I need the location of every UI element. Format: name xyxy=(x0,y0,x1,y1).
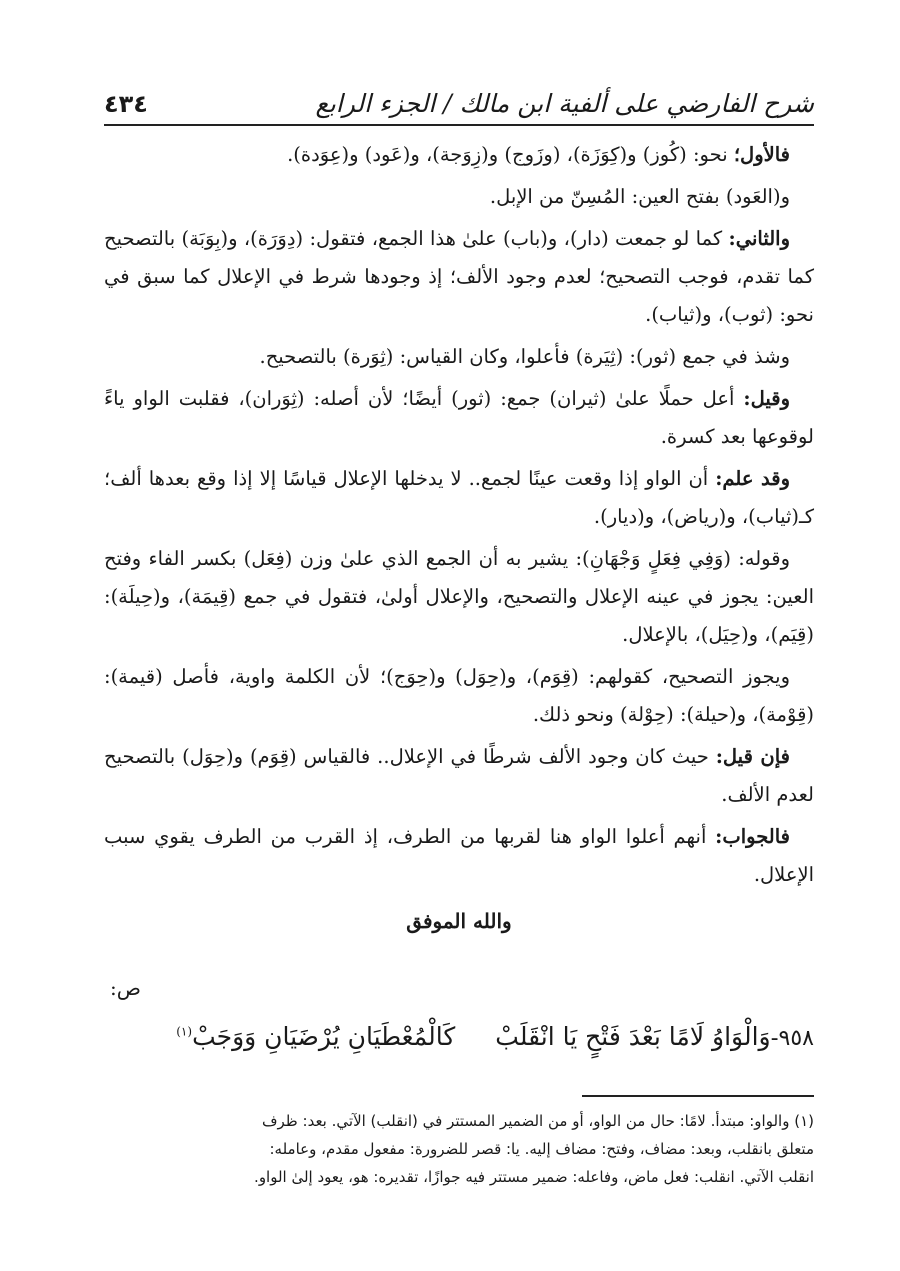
paragraph-text: نحو: (كُوز) و(كِوَزَة)، (وزَوج) و(زِوَجة)، و(عَود) و(عِوَدة). xyxy=(287,143,734,166)
running-header xyxy=(104,70,814,126)
verse-hemistich-2: كَالْمُعْطَيَانِ يُرْضَيَانِ وَوَجَبْ xyxy=(192,1022,456,1051)
verse-number: ٩٥٨- xyxy=(770,1026,814,1051)
verse-first-half xyxy=(495,1022,814,1051)
paragraph-lead: والثاني: xyxy=(728,227,790,250)
paragraph xyxy=(104,460,814,536)
book-title: شرح الفارضي على ألفية ابن مالك / الجزء الرابع xyxy=(315,89,814,118)
paragraph-text: ويجوز التصحيح، كقولهم: (قِوَم)، و(حِوَل) و(حِوَج)؛ لأن الكلمة واوية، فأصل (قيمة): (قِوْمة)، و(حيلة): (حِوْلة) ونحو ذلك. xyxy=(104,665,814,726)
footnote-reference: (١) xyxy=(176,1024,193,1039)
main-text xyxy=(104,136,814,940)
paragraph xyxy=(104,338,814,376)
paragraph-lead: فالأول؛ xyxy=(733,143,790,166)
paragraph xyxy=(104,818,814,894)
paragraph-text: أن الواو إذا وقعت عينًا لجمع.. لا يدخلها الإعلال قياسًا إلا إذا وقع بعدها ألف؛ كـ(ثياب)، و(رياض)، و(ديار). xyxy=(104,467,814,528)
footnote-line: انقلب الآتي. انقلب: فعل ماض، وفاعله: ضمير مستتر فيه جوازًا، تقديره: هو، يعود إلىٰ الواو. xyxy=(254,1168,814,1186)
paragraph-text: أعل حملًا علىٰ (ثيران) جمع: (ثور) أيضًا؛ لأن أصله: (ثِوَران)، فقلبت الواو ياءً لوقوعها بعد كسرة. xyxy=(104,387,814,448)
paragraph-text: كما لو جمعت (دار)، و(باب) علىٰ هذا الجمع، فتقول: (دِوَرَة)، و(بِوَبَة) بالتصحيح كما تقدم، فوجب التصحيح؛ لعدم وجود الألف؛ إذ وجودها شرط في الإعلال كما سبق في نحو: (ثوب)، و(ثياب). xyxy=(104,227,814,326)
paragraph-text: وقوله: (وَفِي فِعَلٍ وَجْهَانِ): يشير به أن الجمع الذي علىٰ وزن (فِعَل) بكسر الفاء وفتح العين: يجوز في عينه الإعلال والتصحيح، والإعلال أولىٰ، فتقول في جمع (قِيمَة)، و(حِيلَة): (قِيَم)، و(حِيَل)، بالإعلال. xyxy=(104,547,814,646)
paragraph-lead: وقد علم: xyxy=(715,467,791,490)
paragraph xyxy=(104,738,814,814)
paragraph-lead: وقيل: xyxy=(743,387,790,410)
paragraph xyxy=(104,136,814,174)
paragraph-text: و(العَود) بفتح العين: المُسِنّ من الإبل. xyxy=(489,185,790,208)
verse-line xyxy=(104,1022,814,1051)
verse-hemistich-1: وَالْوَاوُ لَامًا بَعْدَ فَتْحٍ يَا انْقَلَبْ xyxy=(495,1022,771,1051)
paragraph-lead: فالجواب: xyxy=(715,825,790,848)
paragraph xyxy=(104,220,814,334)
paragraph-lead: فإن قيل: xyxy=(715,745,790,768)
verse-second-half xyxy=(176,1022,455,1051)
footnote-line: متعلق بانقلب، وبعد: مضاف، وفتح: مضاف إليه. يا: قصر للضرورة: مفعول مقدم، وعامله: xyxy=(269,1140,814,1158)
paragraph-text: وشذ في جمع (ثور): (ثِيَرة) فأعلوا، وكان القياس: (ثِوَرة) بالتصحيح. xyxy=(259,345,790,368)
footnote-line: (١) والواو: مبتدأ. لامًا: حال من الواو، أو من الضمير المستتر في (انقلب) الآتي. بعد: ظرف xyxy=(261,1112,814,1130)
paragraph-text: حيث كان وجود الألف شرطًا في الإعلال.. فالقياس (قِوَم) و(حِوَل) بالتصحيح لعدم الألف. xyxy=(104,745,814,806)
footnotes xyxy=(104,1107,814,1191)
footnote-divider xyxy=(582,1095,814,1097)
paragraph xyxy=(104,540,814,654)
paragraph xyxy=(104,178,814,216)
text-marker: ص: xyxy=(110,976,141,1000)
closing-phrase: والله الموفق xyxy=(406,909,512,933)
paragraph xyxy=(104,658,814,734)
page-number: ٤٣٤ xyxy=(104,90,148,118)
paragraph xyxy=(104,380,814,456)
paragraph-text: أنهم أعلوا الواو هنا لقربها من الطرف، إذ القرب من الطرف يقوي سبب الإعلال. xyxy=(104,825,814,886)
